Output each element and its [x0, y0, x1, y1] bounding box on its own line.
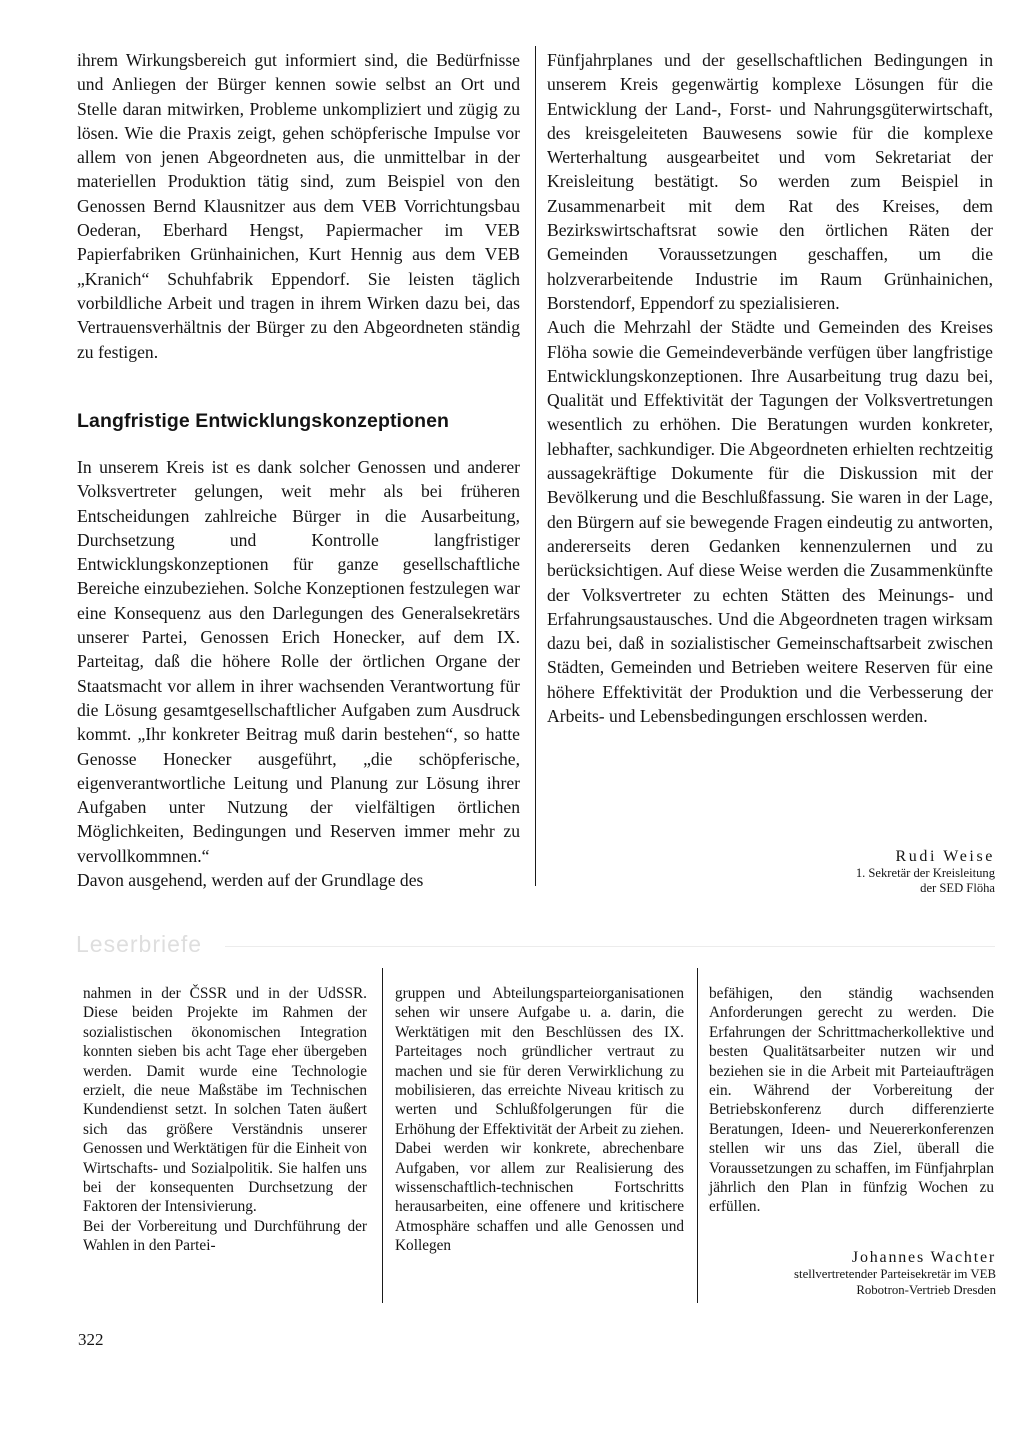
section-watermark: Leserbriefe	[76, 931, 203, 957]
letters-column-divider	[382, 968, 383, 1303]
letters-column-1	[83, 984, 367, 1256]
column-divider	[535, 46, 536, 886]
page-number: 322	[78, 1330, 104, 1349]
letter-paragraph: befähigen, den ständig wachsenden Anforderungen gerecht zu werden. Die Erfahrungen der Schrittmacherkollektive und besten Qualitätsarbeiter nutzen wir und beziehen sie in die Arbeit mit Parteiaufträgen ein. Während der Vorbereitung der Betriebskonferenz durch differenzierte Beratungen, Ideen- und Neuererkonferenzen stellen wir uns das Ziel, überall die Voraussetzungen zu schaffen, im Fünfjahrplan jährlich den Plan in fünfzig Wochen zu erfüllen.	[709, 985, 994, 1216]
letter-author-role: stellvertretender Parteisekretär im VEB	[794, 1267, 996, 1281]
letter-paragraph: gruppen und Abteilungsparteiorganisationen sehen wir unsere Aufgabe u. a. darin, die Werktätigen mit den Beschlüssen des IX. Parteitages noch gründlicher vertraut zu machen und sie für deren Verwirklichung zu mobilisieren, das erreichte Niveau kritisch zu werten und Schlußfolgerungen für die Erhöhung der Effektivität der Arbeit zu ziehen. Dabei werden wir konkrete, abrechenbare Aufgaben, vor allem zur Realisierung des wissenschaftlich-technischen Fortschritts herausarbeiten, eine offenere und kritischere Atmosphäre schaffen und alle Genossen und Kollegen	[395, 985, 684, 1255]
letters-column-3	[709, 984, 994, 1217]
section-heading: Langfristige Entwicklungskonzeptionen	[77, 410, 450, 432]
article-paragraph: In unserem Kreis ist es dank solcher Genossen und anderer Volksvertreter gelungen, weit mehr als bei früheren Entscheidungen zahlreiche Bürger in die Ausarbeitung, Durchsetzung und Kontrolle langfristiger Entwicklungskonzeptionen für ganze gesellschaftliche Bereiche einzubeziehen. Solche Konzeptionen festzulegen war eine Konsequenz aus den Darlegungen des Generalsekretärs unserer Partei, Genossen Erich Honecker, auf dem IX. Parteitag, daß die höhere Rolle der örtlichen Organe der Staatsmacht vor allem in ihrer wachsenden Verantwortung für die Lösung gesamtgesellschaftlicher Aufgaben zum Ausdruck kommt. „Ihr konkreter Beitrag muß darin bestehen“, so hatte Genosse Honecker ausgeführt, „die schöpferische, eigenverantwortliche Leitung und Planung zur Lösung ihrer Aufgaben unter Nutzung der vielfältigen örtlichen Möglichkeiten, Bedingungen und Reserven immer mehr zu vervollkommnen.“	[77, 457, 520, 866]
watermark-rule	[225, 946, 995, 947]
author-name: Rudi Weise	[895, 848, 995, 865]
article-signature	[700, 848, 995, 896]
article-paragraph: ihrem Wirkungsbereich gut informiert sind, die Bedürfnisse und Anliegen der Bürger kennen sowie selbst an Ort und Stelle daran mitwirken, Probleme unkompliziert und zügig zu lösen. Wie die Praxis zeigt, gehen schöpferische Impulse vor allem von jenen Abgeordneten aus, die unmittelbar in der materiellen Produktion tätig sind, zum Beispiel von den Genossen Bernd Klausnitzer aus dem VEB Vorrichtungsbau Oederan, Eberhard Hengst, Papiermacher im VEB Papierfabriken Grünhainichen, Kurt Hennig aus dem VEB „Kranich“ Schuhfabrik Eppendorf. Sie leisten täglich vorbildliche Arbeit und tragen in ihrem Wirken dazu bei, das Vertrauensverhältnis der Bürger zu den Abgeordneten ständig zu festigen.	[77, 50, 520, 362]
article-column-2	[547, 48, 993, 728]
letter-paragraph: nahmen in der ČSSR und in der UdSSR. Diese beiden Projekte im Rahmen der sozialistischen ökonomischen Integration konnten sieben bis acht Tage eher übergeben werden. Damit wurde eine Technologie erzielt, die neue Maßstäbe im Technischen Kundendienst setzt. In solchen Taten äußert sich das größere Verständnis unserer Genossen und Werktätigen für die Einheit von Wirtschafts- und Sozialpolitik. Sie halfen uns bei der konsequenten Durchsetzung der Faktoren der Intensivierung.	[83, 985, 367, 1216]
author-role: 1. Sekretär der Kreisleitung	[855, 866, 995, 880]
letters-column-divider	[697, 968, 698, 1303]
article-paragraph: Davon ausgehend, werden auf der Grundlage des	[77, 870, 424, 891]
article-column-1	[77, 48, 520, 364]
article-paragraph: Fünfjahrplanes und der gesellschaftlichen Bedingungen in unserem Kreis gegenwärtig komplexe Lösungen für die Entwicklung der Land-, Forst- und Nahrungsgüterwirtschaft, des kreisgeleiteten Bauwesens sowie für die komplexe Werterhaltung ausgearbeitet und vom Sekretariat der Kreisleitung bestätigt. So werden zum Beispiel in Zusammenarbeit mit dem Rat des Kreises, dem Bezirkswirtschaftsrat sowie den örtlichen Räten der Gemeinden Voraussetzungen geschaffen, um die holzverarbeitende Industrie im Raum Grünhainichen, Borstendorf, Eppendorf zu spezialisieren.	[547, 50, 993, 313]
article-column-1-continued	[77, 455, 520, 892]
letter-signature	[700, 1249, 996, 1298]
author-organization: der SED Flöha	[920, 881, 995, 895]
letter-paragraph: Bei der Vorbereitung und Durchführung der Wahlen in den Partei-	[83, 1217, 367, 1255]
letter-author-name: Johannes Wachter	[851, 1249, 996, 1266]
letter-author-organization: Robotron-Vertrieb Dresden	[856, 1282, 996, 1297]
article-paragraph: Auch die Mehrzahl der Städte und Gemeinden des Kreises Flöha sowie die Gemeindeverbände verfügen über langfristige Entwicklungskonzeptionen. Ihre Ausarbeitung trug dazu bei, Qualität und Effektivität der Tagungen der Volksvertretungen wesentlich zu erhöhen. Die Beratungen wurden konkreter, lebhafter, sachkundiger. Die Abgeordneten erhielten rechtzeitig aussagekräftige Dokumente für die Diskussion mit der Bevölkerung und die Beschlußfassung. Sie waren in der Lage, den Bürgern auf sie bewegende Fragen eindeutig zu antworten, andererseits deren Gedanken kennenzulernen und zu berücksichtigen. Auf diese Weise werden die Zusammenkünfte der Volksvertreter zu echten Stätten des Meinungs- und Erfahrungsaustausches. Und die Abgeordneten tragen wirksam dazu bei, daß in sozialistischer Gemeinschaftsarbeit zwischen Städten, Gemeinden und Betrieben weitere Reserven für eine höhere Effektivität der Produktion und die Verbesserung der Arbeits- und Lebensbedingungen erschlossen werden.	[547, 317, 993, 727]
letters-column-2	[395, 984, 684, 1256]
